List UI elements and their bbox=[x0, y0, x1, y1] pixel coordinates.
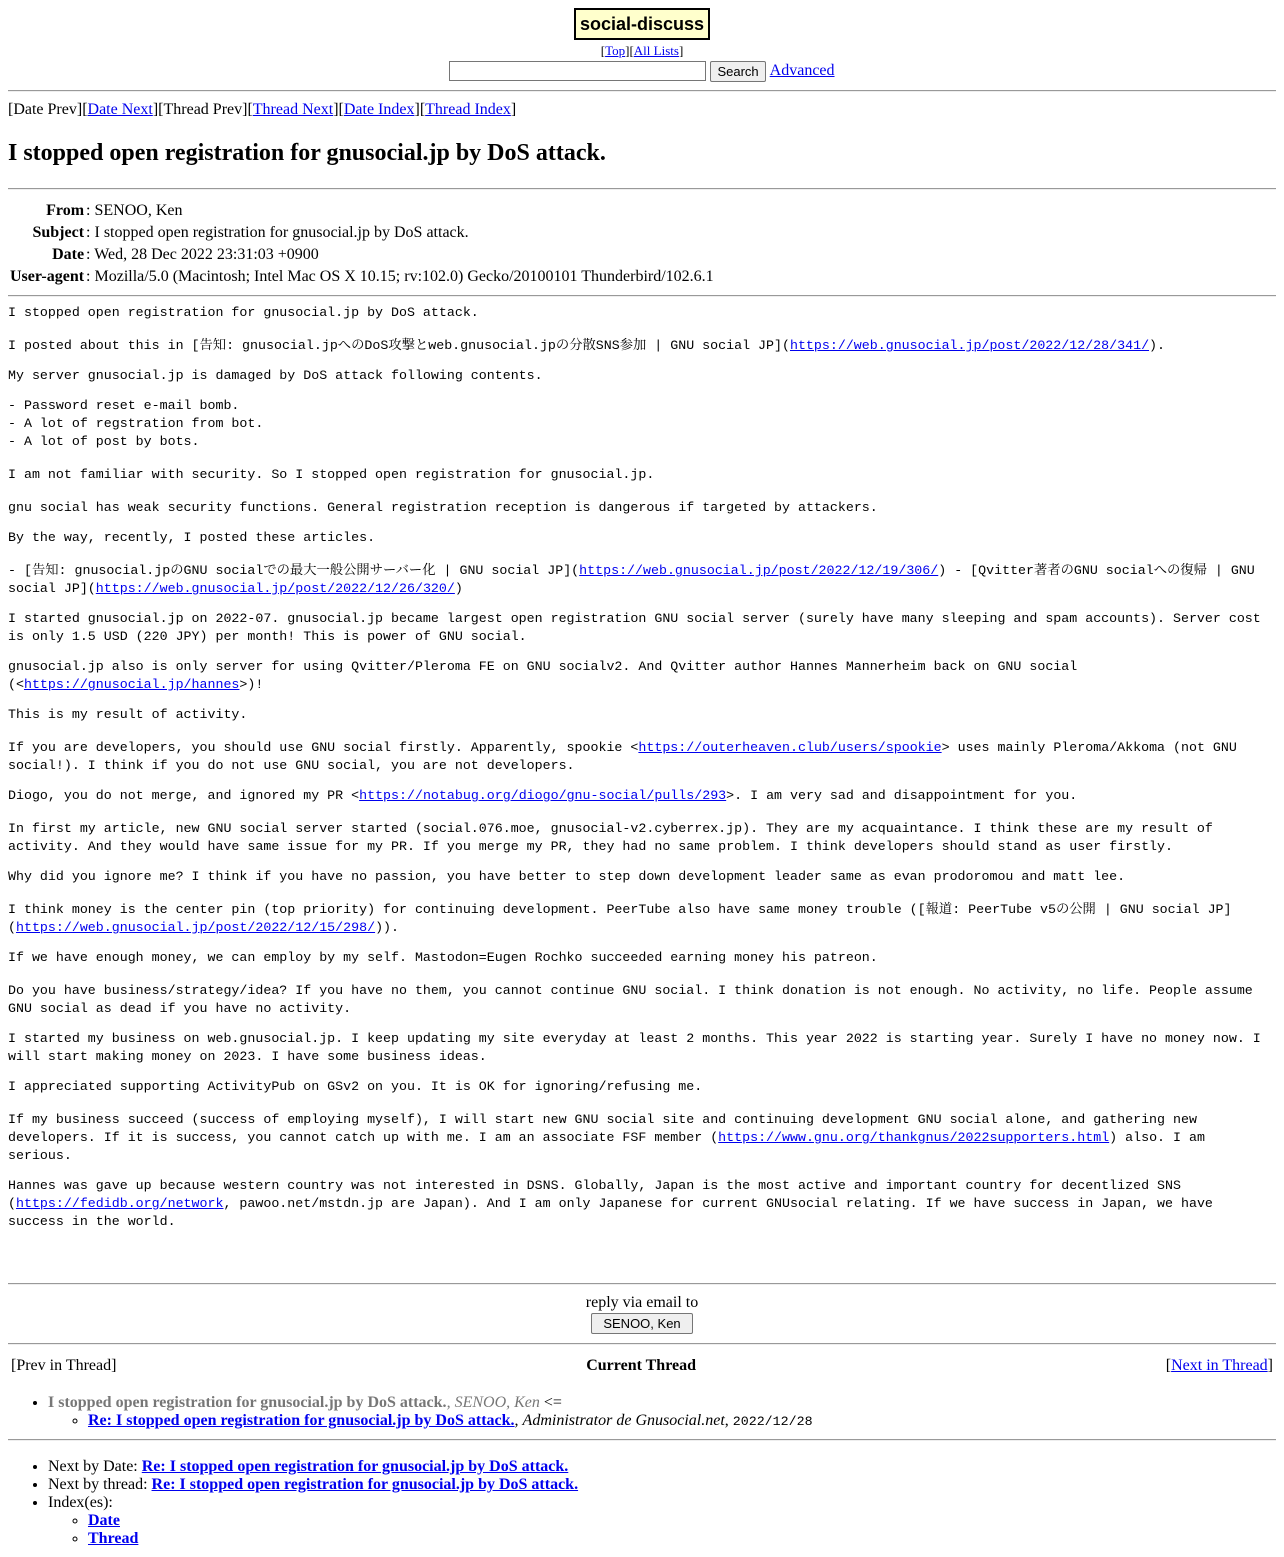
body-paragraph: If you are developers, you should use GNU social firstly. Apparently, spookie <https://outerheaven.club/users/spookie> uses mainly Pleroma/Akkoma (not GNU social!). I think if you do not use GNU social, you are not developers. bbox=[8, 740, 1237, 773]
thread-item: ◦ Re: I stopped open registration for gnusocial.jp by DoS attack., Administrator de Gnusocial.net, 2022/12/28 bbox=[88, 1412, 1276, 1431]
body-paragraph: If we have enough money, we can employ by my self. Mastodon=Eugen Rochko succeeded earning money his patreon. bbox=[8, 950, 878, 965]
divider bbox=[8, 1283, 1276, 1285]
site-header bbox=[8, 8, 1276, 82]
body-paragraph: Diogo, you do not merge, and ignored my PR <https://notabug.org/diogo/gnu-social/pulls/293>. I am very sad and disappointment for you. bbox=[8, 788, 1078, 803]
advanced-search-link[interactable]: Advanced bbox=[769, 62, 835, 79]
footer-nav bbox=[8, 1458, 1276, 1548]
body-paragraph: Do you have business/strategy/idea? If you have no them, you cannot continue GNU social. I think donation is not enough. No activity, no life. People assume GNU social as dead if you have no activity. bbox=[8, 983, 1253, 1016]
prev-in-thread: [Prev in Thread] bbox=[11, 1357, 117, 1374]
header-value: : Wed, 28 Dec 2022 23:31:03 +0900 bbox=[86, 246, 319, 263]
body-paragraph: My server gnusocial.jp is damaged by DoS attack following contents. bbox=[8, 368, 543, 383]
header-row-subject bbox=[8, 222, 716, 244]
body-paragraph: gnusocial.jp also is only server for using Qvitter/Pleroma FE on GNU socialv2. And Qvitter author Hannes Mannerheim back on GNU social (<https://gnusocial.jp/hannes>)! bbox=[8, 659, 1078, 692]
date-index-link[interactable]: Date Index bbox=[343, 101, 415, 118]
body-paragraph: Why did you ignore me? I think if you have no passion, you have better to step down development leader same as evan prodoromou and matt lee. bbox=[8, 869, 1126, 884]
header-value: : SENOO, Ken bbox=[86, 202, 183, 219]
reply-section bbox=[8, 1294, 1276, 1334]
thread-index-link[interactable]: Thread Index bbox=[425, 101, 511, 118]
message-nav: [Date Prev][Date Next][Thread Prev][Thread Next][Date Index][Thread Index] bbox=[8, 101, 517, 118]
divider bbox=[8, 188, 1276, 190]
page-title: I stopped open registration for gnusocial.jp by DoS attack. bbox=[8, 140, 606, 166]
reply-label: reply via email to bbox=[585, 1294, 699, 1311]
date-prev: Date Prev bbox=[13, 101, 77, 118]
search-button[interactable]: Search bbox=[710, 61, 765, 82]
body-paragraph: I started my business on web.gnusocial.jp. I keep updating my site everyday at least 2 months. This year 2022 is starting year. Surely I have no money now. I will start making money on 2023. I have some business ideas. bbox=[8, 1031, 1261, 1064]
page bbox=[8, 8, 1276, 1548]
header-key: From bbox=[46, 202, 85, 219]
body-link[interactable]: https://outerheaven.club/users/spookie bbox=[638, 740, 942, 755]
current-marker: <= bbox=[543, 1394, 562, 1411]
divider bbox=[8, 1439, 1276, 1441]
body-paragraph: gnu social has weak security functions. General registration reception is dangerous if targeted by attackers. bbox=[8, 500, 878, 515]
header-value: : I stopped open registration for gnusocial.jp by DoS attack. bbox=[86, 224, 469, 241]
body-link[interactable]: https://notabug.org/diogo/gnu-social/pulls/293 bbox=[359, 788, 727, 803]
body-paragraph: Hannes was gave up because western country was not interested in DSNS. Globally, Japan is the most active and important country for decentlized SNS (https://fedidb.org/network, pawoo.net/mstdn.jp are Japan). And I am only Japanese for current GNUsocial relating. If we have success in Japan, we have success in the world. bbox=[8, 1178, 1213, 1229]
divider bbox=[8, 295, 1276, 297]
header-row-user-agent bbox=[8, 266, 716, 288]
top-link[interactable]: Top bbox=[605, 43, 626, 58]
current-thread-heading: Current Thread bbox=[586, 1357, 697, 1374]
body-paragraph: I stopped open registration for gnusocial.jp by DoS attack. bbox=[8, 305, 479, 320]
body-paragraph: I am not familiar with security. So I stopped open registration for gnusocial.jp. bbox=[8, 467, 655, 482]
message-body bbox=[8, 304, 1276, 1231]
body-paragraph: I appreciated supporting ActivityPub on GSv2 on you. It is OK for ignoring/refusing me. bbox=[8, 1079, 703, 1094]
next-by-thread-link[interactable]: Re: I stopped open registration for gnusocial.jp by DoS attack. bbox=[151, 1476, 579, 1493]
index-thread-link[interactable]: Thread bbox=[88, 1530, 139, 1547]
header-value: : Mozilla/5.0 (Macintosh; Intel Mac OS X 10.15; rv:102.0) Gecko/20100101 Thunderbird/102.6.1 bbox=[86, 268, 714, 285]
next-in-thread-wrap: [Next in Thread] bbox=[1165, 1357, 1273, 1374]
index-item bbox=[88, 1530, 1276, 1548]
thread-list bbox=[8, 1394, 1276, 1431]
body-paragraph: In first my article, new GNU social server started (social.076.moe, gnusocial-v2.cyberrex.jp). They are my acquaintance. I think these are my result of activity. And they would have same issue for my PR. If you merge my PR, they had no same problem. I think developers should stand as user firstly. bbox=[8, 821, 1213, 854]
list-name: social-discuss bbox=[574, 8, 710, 40]
index-date-link[interactable]: Date bbox=[88, 1512, 120, 1529]
body-link[interactable]: https://www.gnu.org/thankgnus/2022supporters.html bbox=[718, 1130, 1110, 1145]
thread-nav bbox=[8, 1357, 1276, 1375]
body-paragraph: I posted about this in [告知: gnusocial.jpへのDoS攻撃とweb.gnusocial.jpの分散SNS参加 | GNU social JP](https://web.gnusocial.jp/post/2022/12/28/341/). bbox=[8, 338, 1166, 353]
body-link[interactable]: https://web.gnusocial.jp/post/2022/12/28/341/ bbox=[789, 338, 1150, 353]
body-paragraph: - [告知: gnusocial.jpのGNU socialでの最大一般公開サーバー化 | GNU social JP](https://web.gnusocial.jp/post/2022/12/19/306/) - [Qvitter著者のGNU socialへの復帰 | GNU social JP](https://web.gnusocial.jp/post/2022/12/26/320/) bbox=[8, 563, 1255, 596]
body-link[interactable]: https://fedidb.org/network bbox=[15, 1196, 224, 1211]
index-list bbox=[48, 1512, 1276, 1548]
next-by-thread: • Next by thread: Re: I stopped open registration for gnusocial.jp by DoS attack. bbox=[48, 1476, 1276, 1494]
body-list: - Password reset e-mail bomb. - A lot of regstration from bot. - A lot of post by bots. bbox=[8, 398, 264, 449]
date-next-link[interactable]: Date Next bbox=[87, 101, 153, 118]
search-row bbox=[8, 60, 1276, 82]
body-link[interactable]: https://web.gnusocial.jp/post/2022/12/19/306/ bbox=[579, 563, 939, 578]
thread-reply-link[interactable]: Re: I stopped open registration for gnusocial.jp by DoS attack. bbox=[88, 1412, 515, 1429]
thread-item-current: • I stopped open registration for gnusocial.jp by DoS attack., SENOO, Ken <= ◦ Re: I stopped open registration for gnusocial.jp by DoS attack., Administrator de Gnusocial.net, 2022/12/28 bbox=[48, 1394, 1276, 1431]
header-row-date bbox=[8, 244, 716, 266]
top-links: [Top][All Lists] bbox=[600, 43, 684, 58]
body-link[interactable]: https://web.gnusocial.jp/post/2022/12/15/298/ bbox=[15, 920, 376, 935]
index-item bbox=[88, 1512, 1276, 1530]
body-paragraph: By the way, recently, I posted these articles. bbox=[8, 530, 376, 545]
search-input[interactable] bbox=[449, 61, 706, 81]
next-by-date: • Next by Date: Re: I stopped open registration for gnusocial.jp by DoS attack. bbox=[48, 1458, 1276, 1476]
divider bbox=[8, 1343, 1276, 1345]
indexes: • Index(es): ◦ Date ◦ Thread bbox=[48, 1494, 1276, 1548]
thread-prev: Thread Prev bbox=[163, 101, 243, 118]
message-headers bbox=[8, 200, 716, 288]
body-paragraph: This is my result of activity. bbox=[8, 707, 248, 722]
body-link[interactable]: https://web.gnusocial.jp/post/2022/12/26/320/ bbox=[95, 581, 455, 596]
next-in-thread-link[interactable]: Next in Thread bbox=[1171, 1357, 1268, 1374]
header-key: User-agent bbox=[10, 268, 85, 285]
body-paragraph: If my business succeed (success of employing myself), I will start new GNU social site and continuing development GNU social alone, and gathering new developers. If it is success, you cannot catch up with me. I am an associate FSF member (https://www.gnu.org/thankgnus/2022supporters.html) also. I am serious. bbox=[8, 1112, 1205, 1163]
divider bbox=[8, 90, 1276, 92]
header-row-from bbox=[8, 200, 716, 222]
body-paragraph: I think money is the center pin (top priority) for continuing development. PeerTube also have same money trouble ([報道: PeerTube v5の公開 | GNU social JP](https://web.gnusocial.jp/post/2022/12/15/298/)). bbox=[8, 902, 1232, 935]
reply-button[interactable]: SENOO, Ken bbox=[591, 1313, 692, 1334]
body-link[interactable]: https://gnusocial.jp/hannes bbox=[23, 677, 240, 692]
thread-replies bbox=[48, 1412, 1276, 1431]
all-lists-link[interactable]: All Lists bbox=[633, 43, 679, 58]
header-key: Date bbox=[52, 246, 85, 263]
next-by-date-link[interactable]: Re: I stopped open registration for gnusocial.jp by DoS attack. bbox=[141, 1458, 569, 1475]
header-key: Subject bbox=[32, 224, 85, 241]
thread-next-link[interactable]: Thread Next bbox=[252, 101, 334, 118]
body-paragraph: I started gnusocial.jp on 2022-07. gnusocial.jp became largest open registration GNU social server (surely have many sleeping and spam accounts). Server cost is only 1.5 USD (220 JPY) per month! This is power of GNU social. bbox=[8, 611, 1261, 644]
